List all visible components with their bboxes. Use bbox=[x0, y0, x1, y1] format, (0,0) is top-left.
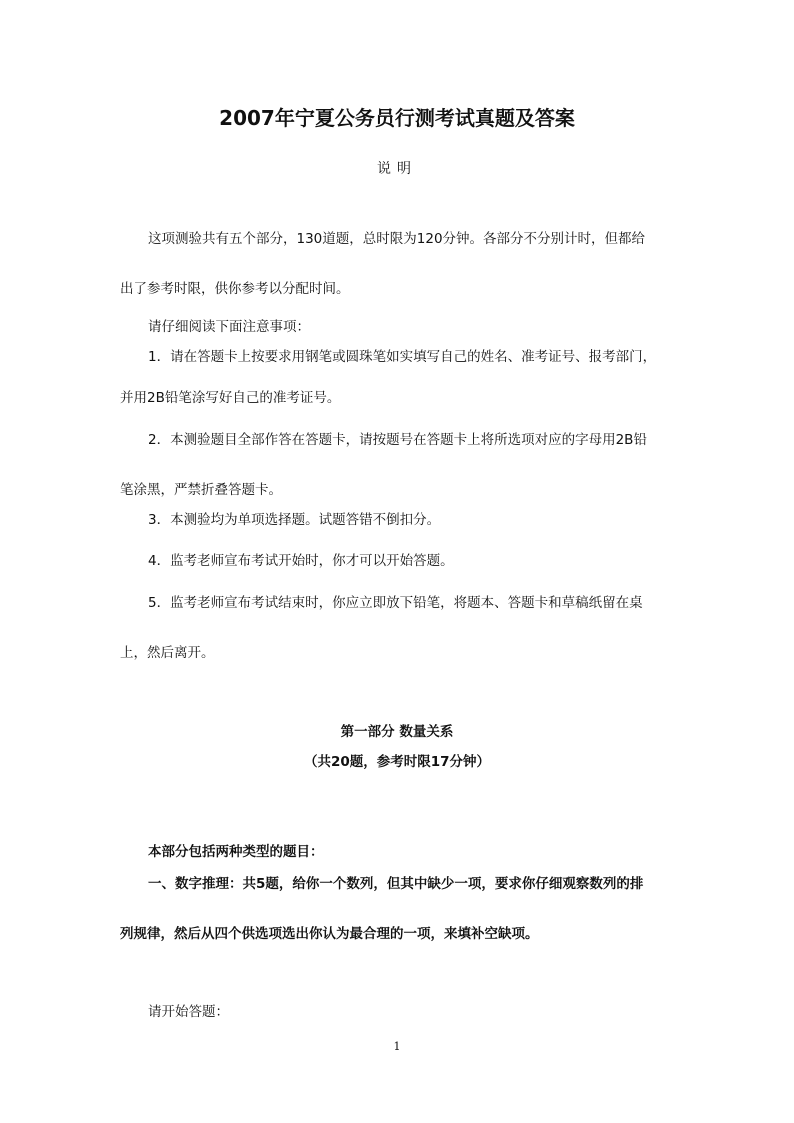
part1-type1-line-2: 列规律，然后从四个供选项选出你认为最合理的一项，来填补空缺项。 bbox=[120, 926, 539, 942]
notice-1-line-1: 1．请在答题卡上按要求用钢笔或圆珠笔如实填写自己的姓名、准考证号、报考部门， bbox=[148, 349, 657, 365]
notice-heading: 请仔细阅读下面注意事项： bbox=[148, 319, 310, 335]
intro-line-2: 出了参考时限，供你参考以分配时间。 bbox=[120, 281, 350, 297]
part1-types-heading: 本部分包括两种类型的题目： bbox=[148, 844, 324, 860]
page-number: 1 bbox=[393, 1040, 401, 1053]
part1-subtitle: （共20题，参考时限17分钟） bbox=[303, 754, 491, 770]
document-title: 2007年宁夏公务员行测考试真题及答案 bbox=[219, 106, 575, 130]
notice-5-line-1: 5．监考老师宣布考试结束时，你应立即放下铅笔，将题本、答题卡和草稿纸留在桌 bbox=[148, 595, 643, 611]
notice-5-line-2: 上，然后离开。 bbox=[120, 645, 215, 661]
notice-2-line-1: 2．本测验题目全部作答在答题卡，请按题号在答题卡上将所选项对应的字母用2B铅 bbox=[148, 432, 647, 448]
instructions-heading: 说明 bbox=[377, 161, 417, 177]
start-answering: 请开始答题： bbox=[148, 1004, 229, 1020]
part1-type1-line-1: 一、数字推理：共5题，给你一个数列，但其中缺少一项，要求你仔细观察数列的排 bbox=[148, 876, 644, 892]
part1-title: 第一部分 数量关系 bbox=[340, 724, 454, 740]
notice-2-line-2: 笔涂黑，严禁折叠答题卡。 bbox=[120, 482, 282, 498]
intro-line-1: 这项测验共有五个部分，130道题，总时限为120分钟。各部分不分别计时，但都给 bbox=[148, 231, 646, 247]
notice-3: 3．本测验均为单项选择题。试题答错不倒扣分。 bbox=[148, 512, 441, 528]
notice-4: 4．监考老师宣布考试开始时，你才可以开始答题。 bbox=[148, 553, 454, 569]
notice-1-line-2: 并用2B铅笔涂写好自己的准考证号。 bbox=[120, 390, 341, 406]
